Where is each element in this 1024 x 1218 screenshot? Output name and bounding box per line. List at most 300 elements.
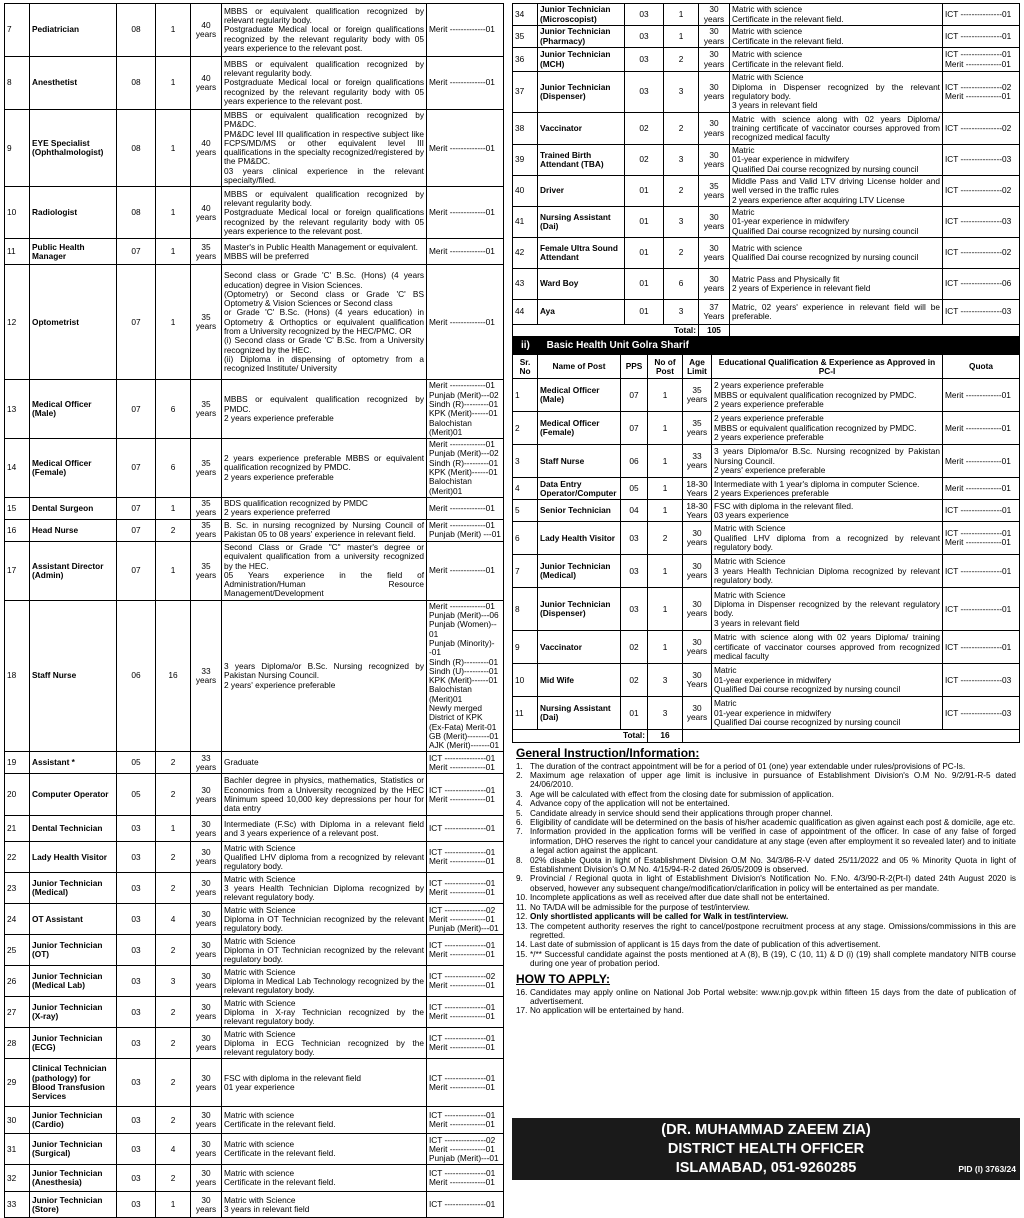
pps: 07 <box>117 265 156 380</box>
row-number: 12 <box>5 265 30 380</box>
table-row <box>5 1028 504 1059</box>
qualification: 2 years experience preferable MBBS or equivalent qualification recognized by PMDC. 2 years experience preferable <box>712 412 943 445</box>
no-of-posts: 2 <box>664 176 699 207</box>
no-of-posts: 1 <box>156 239 191 265</box>
table-row <box>5 842 504 873</box>
no-of-posts: 6 <box>664 269 699 300</box>
age-limit: 30 years <box>191 842 222 873</box>
row-number: 17 <box>5 541 30 600</box>
pps: 05 <box>117 774 156 816</box>
age-limit: 40 years <box>191 57 222 110</box>
no-of-posts: 3 <box>648 664 683 697</box>
pps: 05 <box>621 478 648 500</box>
row-number: 36 <box>513 48 538 72</box>
post-name: Mid Wife <box>538 664 621 697</box>
qualification: Matric Pass and Physically fit 2 years of Experience in relevant field <box>730 269 943 300</box>
instruction-text: Incomplete applications as well as received after due date shall not be entertained. <box>530 893 830 903</box>
table-row <box>513 522 1020 555</box>
post-name: Medical Officer (Female) <box>538 412 621 445</box>
row-number: 41 <box>513 207 538 238</box>
quota: ICT ---------------02 Merit -------------01 <box>943 72 1020 113</box>
post-name: Optometrist <box>30 265 117 380</box>
post-name: Junior Technician (Medical) <box>30 873 117 904</box>
quota: ICT ---------------03 <box>943 207 1020 238</box>
pps: 03 <box>117 816 156 842</box>
row-number: 3 <box>513 445 538 478</box>
quota: ICT ---------------01 Merit -------------01 <box>427 1165 504 1192</box>
quota: ICT ---------------01 <box>943 631 1020 664</box>
pps: 01 <box>625 176 664 207</box>
table-row <box>513 113 1020 145</box>
quota: ICT ---------------03 <box>943 145 1020 176</box>
qualification: MBBS or equivalent qualification recognized by relevant regularity body. Postgraduate Medical local or foreign qualifications recognized by the relevant regularity body with 05 years experience to the relevant post. <box>222 4 427 57</box>
row-number: 11 <box>513 697 538 730</box>
pps: 02 <box>621 664 648 697</box>
quota: ICT ---------------02 <box>943 238 1020 269</box>
section-number: ii) <box>521 340 530 352</box>
quota: ICT ---------------01 Merit -------------01 <box>427 842 504 873</box>
age-limit: 35 years <box>191 239 222 265</box>
row-number: 40 <box>513 176 538 207</box>
section-title: Basic Health Unit Golra Sharif <box>546 340 689 352</box>
table-row <box>5 997 504 1028</box>
table-row <box>5 966 504 997</box>
qualification: Matric with Science Qualified LHV diploma from a recognized by relevant regulatory body. <box>712 522 943 555</box>
no-of-posts: 3 <box>664 72 699 113</box>
post-name: Radiologist <box>30 187 117 239</box>
quota: ICT ---------------01 <box>943 26 1020 48</box>
instruction-number: 9. <box>516 874 523 884</box>
no-of-posts: 1 <box>156 110 191 187</box>
quota: ICT ---------------01 Merit -------------01 <box>427 935 504 966</box>
quota: ICT ---------------02 <box>943 113 1020 145</box>
age-limit: 40 years <box>191 187 222 239</box>
instruction-text: Age will be calculated with effect from the closing date for submission of application. <box>530 789 834 799</box>
instruction-item <box>516 987 1016 1007</box>
no-of-posts: 1 <box>648 445 683 478</box>
quota: ICT ---------------01 Merit -------------01 <box>943 522 1020 555</box>
instruction-item <box>516 818 1016 828</box>
table-row <box>513 588 1020 631</box>
quota: Merit -------------01 <box>427 541 504 600</box>
instruction-item <box>516 949 1016 969</box>
quota: ICT ---------------02 Merit -------------01 Punjab (Merit)---01 <box>427 1134 504 1165</box>
no-of-posts: 3 <box>664 145 699 176</box>
age-limit: 35 years <box>191 265 222 380</box>
table-row <box>513 300 1020 325</box>
no-of-posts: 6 <box>156 380 191 439</box>
post-name: Staff Nurse <box>30 600 117 752</box>
pid-number: PID (I) 3763/24 <box>958 1164 1016 1174</box>
total-value: 105 <box>699 325 730 337</box>
post-name: Trained Birth Attendant (TBA) <box>538 145 625 176</box>
row-number: 37 <box>513 72 538 113</box>
pps: 03 <box>625 48 664 72</box>
table-row <box>5 497 504 519</box>
row-number: 6 <box>513 522 538 555</box>
no-of-posts: 1 <box>156 1192 191 1218</box>
post-name: Junior Technician (Surgical) <box>30 1134 117 1165</box>
quota: Merit -------------01 <box>427 497 504 519</box>
pps: 03 <box>621 555 648 588</box>
qualification: Matric with Science Diploma in Dispenser recognized by the relevant regulatory body. 3 years in relevant field <box>712 588 943 631</box>
pps: 02 <box>625 145 664 176</box>
age-limit: 33 years <box>191 752 222 774</box>
pps: 03 <box>117 935 156 966</box>
age-limit: 35 years <box>699 176 730 207</box>
pps: 08 <box>117 187 156 239</box>
pps: 03 <box>621 588 648 631</box>
post-name: Dental Technician <box>30 816 117 842</box>
qualification: 2 years experience preferable MBBS or equivalent qualification recognized by PMDC. 2 years experience preferable <box>222 439 427 498</box>
no-of-posts: 2 <box>156 842 191 873</box>
row-number: 14 <box>5 439 30 498</box>
no-of-posts: 2 <box>648 522 683 555</box>
instruction-item <box>516 893 1016 903</box>
posts-table-left <box>4 3 504 1218</box>
instruction-text: Maximum age relaxation of upper age limit is inclusive in pursuance of Establishment Division's O.M No. 9/2/91-R-5 dated 24/06/2010. <box>530 771 1016 790</box>
no-of-posts: 1 <box>156 541 191 600</box>
age-limit: 35 years <box>191 541 222 600</box>
post-name: Junior Technician (Store) <box>30 1192 117 1218</box>
pps: 01 <box>625 300 664 325</box>
age-limit: 18-30 Years <box>683 500 712 522</box>
row-number: 19 <box>5 752 30 774</box>
pps: 07 <box>117 497 156 519</box>
table-row <box>513 631 1020 664</box>
table-row <box>5 239 504 265</box>
instruction-number: 13. <box>516 921 528 931</box>
age-limit: 35 years <box>683 379 712 412</box>
no-of-posts: 2 <box>156 519 191 541</box>
pps: 07 <box>117 519 156 541</box>
age-limit: 30 years <box>191 1165 222 1192</box>
instruction-number: 12. <box>516 912 528 922</box>
instruction-number: 10. <box>516 893 528 903</box>
pps: 07 <box>117 380 156 439</box>
no-of-posts: 2 <box>156 1059 191 1107</box>
post-name: Public Health Manager <box>30 239 117 265</box>
qualification: MBBS or equivalent qualification recognized by PMDC. 2 years experience preferable <box>222 380 427 439</box>
row-number: 9 <box>513 631 538 664</box>
age-limit: 30 Years <box>683 664 712 697</box>
age-limit: 30 years <box>699 48 730 72</box>
post-name: Junior Technician (Dispenser) <box>538 588 621 631</box>
table-row <box>5 1134 504 1165</box>
instruction-text: 02% disable Quota in light of Establishment Division O.M No. 34/3/86-R-V dated 25/11/2022 and 05 % Minority Quota in light of Establishment Division's O.M No. 4/15/94-R-2 dated 26/05/2009 is observed. <box>530 855 1016 875</box>
row-number: 10 <box>513 664 538 697</box>
table-row <box>5 774 504 816</box>
quota: ICT ---------------01 <box>427 1192 504 1218</box>
qualification: Matric with Science 3 years Health Technician Diploma recognized by relevant regulatory body. <box>712 555 943 588</box>
qualification: B. Sc. in nursing recognized by Nursing Council of Pakistan 05 to 08 years' experience in relevant field. <box>222 519 427 541</box>
post-name: Junior Technician (Pharmacy) <box>538 26 625 48</box>
instruction-text: Only shortlisted applicants will be called for Walk in test/interview. <box>530 912 789 922</box>
post-name: Junior Technician (Microscopist) <box>538 4 625 26</box>
post-name: Medical Officer (Male) <box>538 379 621 412</box>
post-name: Dental Surgeon <box>30 497 117 519</box>
instruction-text: Provincial / Regional quota in light of Establishment Division's Notification No. F.No. 4/3/90-R-2(Pt-I) dated 24th August 2020 is observed, however any subsequent change/modification/clarification in policy will be entertained as per mandate. <box>530 874 1016 893</box>
pps: 03 <box>117 966 156 997</box>
table-row <box>5 873 504 904</box>
table-row <box>5 187 504 239</box>
table-row <box>5 816 504 842</box>
age-limit: 30 years <box>699 113 730 145</box>
pps: 07 <box>117 541 156 600</box>
table-row <box>513 555 1020 588</box>
instruction-number: 2. <box>516 771 523 780</box>
table-row <box>5 1192 504 1218</box>
row-number: 11 <box>5 239 30 265</box>
age-limit: 30 years <box>191 1028 222 1059</box>
quota: ICT ---------------03 <box>943 300 1020 325</box>
age-limit: 33 years <box>683 445 712 478</box>
instruction-item <box>516 808 1016 818</box>
age-limit: 30 years <box>191 1192 222 1218</box>
qualification: Matric with Science Diploma in Dispenser recognized by the relevant regulatory body. 3 years in relevant field <box>730 72 943 113</box>
no-of-posts: 3 <box>156 966 191 997</box>
quota: Merit -------------01 <box>427 239 504 265</box>
table-row <box>513 4 1020 26</box>
qualification: Middle Pass and Valid LTV driving License holder and well versed in the traffic rules 2 years experience after acquiring LTV License <box>730 176 943 207</box>
pps: 03 <box>625 26 664 48</box>
table-row <box>513 379 1020 412</box>
instruction-item <box>516 799 1016 809</box>
howto-list <box>512 988 1020 1016</box>
instruction-item <box>516 827 1016 856</box>
row-number: 42 <box>513 238 538 269</box>
quota: ICT ---------------06 <box>943 269 1020 300</box>
qualification: Matric with Science Diploma in X-ray Technician recognized by the relevant regulatory body. <box>222 997 427 1028</box>
table-row <box>513 478 1020 500</box>
instruction-item <box>516 921 1016 941</box>
row-number: 13 <box>5 380 30 439</box>
no-of-posts: 1 <box>156 816 191 842</box>
age-limit: 18-30 Years <box>683 478 712 500</box>
table-row <box>513 412 1020 445</box>
no-of-posts: 6 <box>156 439 191 498</box>
age-limit: 30 years <box>699 26 730 48</box>
instruction-number: 4. <box>516 799 523 809</box>
table-row <box>5 1165 504 1192</box>
qualification: Matric with Science Diploma in ECG Technician recognized by the relevant regulatory body. <box>222 1028 427 1059</box>
age-limit: 35 years <box>191 519 222 541</box>
quota: ICT ---------------01 <box>943 500 1020 522</box>
row-number: 22 <box>5 842 30 873</box>
pps: 02 <box>625 113 664 145</box>
table-row <box>513 238 1020 269</box>
qualification: Matric with science Certificate in the relevant field. <box>730 4 943 26</box>
age-limit: 30 years <box>191 774 222 816</box>
instruction-number: 6. <box>516 818 523 828</box>
row-number: 23 <box>5 873 30 904</box>
instruction-item <box>516 771 1016 790</box>
qualification: Matric with science Certificate in the relevant field. <box>222 1165 427 1192</box>
age-limit: 30 years <box>683 697 712 730</box>
no-of-posts: 1 <box>664 26 699 48</box>
row-number: 15 <box>5 497 30 519</box>
qualification: Graduate <box>222 752 427 774</box>
qualification: FSC with diploma in the relevant field 01 year experience <box>222 1059 427 1107</box>
row-number: 24 <box>5 904 30 935</box>
age-limit: 35 years <box>683 412 712 445</box>
age-limit: 30 years <box>699 269 730 300</box>
pps: 03 <box>117 873 156 904</box>
quota: Merit -------------01 <box>427 187 504 239</box>
table-row <box>513 664 1020 697</box>
post-name: Ward Boy <box>538 269 625 300</box>
qualification: Matric 01-year experience in midwifery Qualified Dai course recognized by nursing council <box>712 697 943 730</box>
instruction-number: 3. <box>516 789 523 799</box>
row-number: 29 <box>5 1059 30 1107</box>
pps: 03 <box>117 1165 156 1192</box>
post-name: Female Ultra Sound Attendant <box>538 238 625 269</box>
table-row <box>513 72 1020 113</box>
qualification: Matric with science Certificate in the relevant field. <box>730 48 943 72</box>
no-of-posts: 1 <box>156 57 191 110</box>
pps: 03 <box>117 1059 156 1107</box>
pps: 03 <box>117 1107 156 1134</box>
row-number: 43 <box>513 269 538 300</box>
instruction-item <box>516 855 1016 875</box>
post-name: Nursing Assistant (Dai) <box>538 207 625 238</box>
row-number: 7 <box>5 4 30 57</box>
qualification: Matric with Science 3 years in relevant field <box>222 1192 427 1218</box>
qualification: Matric 01-year experience in midwifery Qualified Dai course recognized by nursing council <box>712 664 943 697</box>
row-number: 31 <box>5 1134 30 1165</box>
age-limit: 37 Years <box>699 300 730 325</box>
quota: ICT ---------------01 Merit -------------01 <box>427 774 504 816</box>
post-name: Junior Technician (ECG) <box>30 1028 117 1059</box>
instruction-text: No TA/DA will be admissible for the purpose of test/interview. <box>530 902 750 912</box>
instructions-list <box>512 762 1020 969</box>
age-limit: 30 years <box>699 145 730 176</box>
qualification: Second class or Grade 'C' B.Sc. (Hons) (4 years education) degree in Vision Sciences. (Optometry) or Second class or Grade 'C' BS Optometry & Vision Sciences or Second class or Grade 'C' B.Sc. (Hons) (4 years education) in Optometry & Orthoptics or equivalent qualification from a University recognized by the HEC/PMC. OR (i) Second class or Grade 'C' B.Sc. from a University recognized by the HEC. (ii) Diploma in dispensing of optometry from a recognized Institute/ University <box>222 265 427 380</box>
header-pps: PPS <box>621 355 648 379</box>
post-name: Staff Nurse <box>538 445 621 478</box>
quota: ICT ---------------01 Merit -------------01 <box>427 1059 504 1107</box>
table-row <box>513 445 1020 478</box>
instruction-text: */** Successful candidate against the posts mentioned at A (8), B (19), C (10, 11) & D (i) (19) shall complete mandatory NITB course during one year of probation period. <box>530 949 1016 969</box>
no-of-posts: 1 <box>156 265 191 380</box>
post-name: Senior Technician <box>538 500 621 522</box>
quota: Merit -------------01 Punjab (Merit) ---01 <box>427 519 504 541</box>
age-limit: 30 years <box>699 238 730 269</box>
age-limit: 30 years <box>683 588 712 631</box>
age-limit: 30 years <box>683 555 712 588</box>
total-label: Total: <box>513 325 699 337</box>
quota: Merit -------------01 <box>427 4 504 57</box>
pps: 05 <box>117 752 156 774</box>
no-of-posts: 4 <box>156 904 191 935</box>
post-name: Junior Technician (Dispenser) <box>538 72 625 113</box>
pps: 03 <box>625 4 664 26</box>
instruction-text: Eligibility of candidate will be determined on the basis of his/her academic qualification as given against each post & domicile, age etc. <box>530 818 1016 828</box>
post-name: Nursing Assistant (Dai) <box>538 697 621 730</box>
qualification: Matric with Science Diploma in OT Technician recognized by the relevant regulatory body. <box>222 904 427 935</box>
no-of-posts: 1 <box>648 478 683 500</box>
quota: ICT ---------------01 Merit -------------01 <box>427 1107 504 1134</box>
no-of-posts: 1 <box>664 4 699 26</box>
no-of-posts: 2 <box>664 48 699 72</box>
age-limit: 33 years <box>191 600 222 752</box>
post-name: Vaccinator <box>538 113 625 145</box>
qualification: Matric with Science Diploma in OT Technician recognized by the relevant regulatory body. <box>222 935 427 966</box>
pps: 03 <box>117 904 156 935</box>
row-number: 2 <box>513 412 538 445</box>
no-of-posts: 1 <box>156 497 191 519</box>
row-number: 27 <box>5 997 30 1028</box>
row-number: 8 <box>5 57 30 110</box>
table-row <box>5 904 504 935</box>
bhu-table <box>512 354 1020 742</box>
qualification: Matric, 02 years' experience in relevant field will be preferable. <box>730 300 943 325</box>
instruction-number: 1. <box>516 761 523 771</box>
header-no-of-post: No of Post <box>648 355 683 379</box>
no-of-posts: 3 <box>664 300 699 325</box>
quota: ICT ---------------03 <box>943 697 1020 730</box>
quota: Merit -------------01 <box>943 445 1020 478</box>
qualification: Matric with science Certificate in the relevant field. <box>730 26 943 48</box>
qualification: Intermediate (F.Sc) with Diploma in a relevant field and 3 years experience of a relevant post. <box>222 816 427 842</box>
no-of-posts: 1 <box>648 588 683 631</box>
qualification: 3 years Diploma/or B.Sc. Nursing recognized by Pakistan Nursing Council. 2 years' experience preferable <box>712 445 943 478</box>
post-name: Lady Health Visitor <box>30 842 117 873</box>
instructions-heading: General Instruction/Information: <box>516 745 700 760</box>
row-number: 44 <box>513 300 538 325</box>
row-number: 18 <box>5 600 30 752</box>
post-name: Medical Officer (Female) <box>30 439 117 498</box>
quota: Merit -------------01 <box>943 478 1020 500</box>
instruction-item <box>516 874 1016 893</box>
no-of-posts: 3 <box>648 697 683 730</box>
no-of-posts: 1 <box>648 500 683 522</box>
section-header <box>512 337 1020 354</box>
posts-table-right <box>512 3 1020 337</box>
post-name: Junior Technician (Cardio) <box>30 1107 117 1134</box>
table-row <box>5 4 504 57</box>
qualification: Intermediate with 1 year's diploma in computer Science. 2 years Experiences preferable <box>712 478 943 500</box>
quota: ICT ---------------02 <box>943 176 1020 207</box>
no-of-posts: 2 <box>664 238 699 269</box>
pps: 03 <box>117 997 156 1028</box>
qualification: Matric with science Qualified Dai course recognized by nursing council <box>730 238 943 269</box>
no-of-posts: 2 <box>156 774 191 816</box>
age-limit: 30 years <box>191 1107 222 1134</box>
bhu-total-row <box>513 730 1020 742</box>
row-number: 8 <box>513 588 538 631</box>
age-limit: 35 years <box>191 497 222 519</box>
pps: 08 <box>117 57 156 110</box>
qualification: Matric with science Certificate in the relevant field. <box>222 1107 427 1134</box>
no-of-posts: 2 <box>156 1165 191 1192</box>
post-name: Lady Health Visitor <box>538 522 621 555</box>
row-number: 25 <box>5 935 30 966</box>
row-number: 28 <box>5 1028 30 1059</box>
header-quota: Quota <box>943 355 1020 379</box>
header-age-limit: Age Limit <box>683 355 712 379</box>
quota: ICT ---------------02 Merit -------------01 Punjab (Merit)---01 <box>427 904 504 935</box>
qualification: 3 years Diploma/or B.Sc. Nursing recognized by Pakistan Nursing Council. 2 years' experience preferable <box>222 600 427 752</box>
age-limit: 30 years <box>191 873 222 904</box>
pps: 08 <box>117 4 156 57</box>
qualification: MBBS or equivalent qualification recognized by relevant regularity body. Postgraduate Medical local or foreign qualifications recognized by the relevant regularity body with 05 years experience to the relevant post. <box>222 187 427 239</box>
no-of-posts: 2 <box>156 1028 191 1059</box>
table-row <box>513 207 1020 238</box>
row-number: 30 <box>5 1107 30 1134</box>
pps: 01 <box>621 697 648 730</box>
post-name: Junior Technician (Medical) <box>538 555 621 588</box>
